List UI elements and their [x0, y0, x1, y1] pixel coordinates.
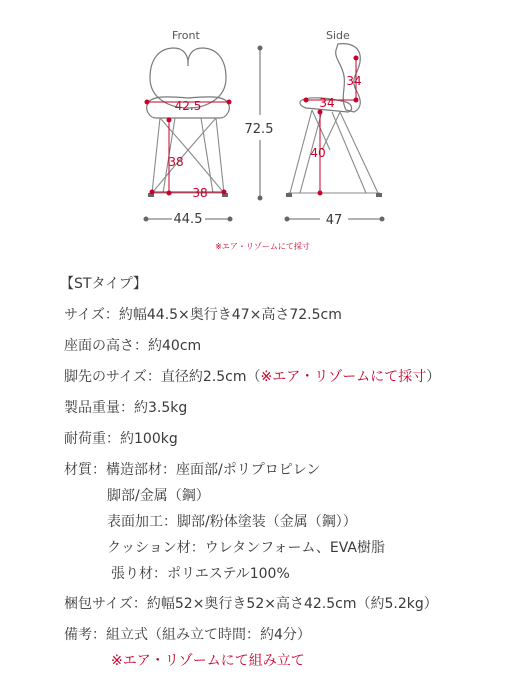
front-base-width-label: 38 — [192, 186, 208, 200]
spec-material-2: 脚部/金属（鋼） — [107, 488, 210, 504]
spec-remark-1: 備考：組立式（組み立て時間：約4分） — [64, 627, 311, 643]
spec-size: サイズ：約幅44.5×奥行き47×高さ72.5cm — [64, 307, 342, 323]
spec-foot-size — [64, 365, 514, 389]
spec-remark-2: ※エア・リゾームにて組み立て — [111, 653, 305, 669]
spec-material-4: クッション材：ウレタンフォーム、EVA樹脂 — [107, 540, 385, 556]
spec-package: 梱包サイズ：約幅52×奥行き52×高さ42.5cm（約5.2kg） — [64, 596, 438, 612]
spec-load: 耐荷重：約100kg — [64, 431, 178, 447]
side-seat-height-label: 40 — [310, 146, 326, 160]
front-view-label: Front — [172, 29, 200, 42]
spec-material-5: 張り材：ポリエステル100% — [111, 566, 290, 582]
spec-foot-size-main: 脚先のサイズ：直径約2.5cm（ — [64, 369, 261, 385]
side-back-height-label: 34 — [346, 74, 362, 88]
side-seat-depth-label: 34 — [319, 96, 335, 110]
front-leg-height-label: 38 — [168, 155, 184, 169]
spec-material-3: 表面加工：脚部/粉体塗装（金属（鋼）） — [107, 514, 357, 530]
spec-foot-size-note: ※エア・リゾームにて採寸 — [260, 369, 427, 385]
front-legs — [150, 118, 226, 193]
spec-seat-height: 座面の高さ：約40cm — [64, 338, 202, 354]
spec-foot-size-close: ） — [426, 369, 441, 385]
overall-height-label: 72.5 — [244, 122, 274, 137]
front-seat-width-label: 42.5 — [174, 99, 202, 113]
spec-title: 【STタイプ】 — [60, 276, 147, 292]
spec-list — [60, 272, 514, 673]
side-legs — [288, 110, 380, 193]
spec-material-1: 材質：構造部材：座面部/ポリプロピレン — [64, 462, 321, 478]
front-total-width-label: 44.5 — [173, 212, 203, 227]
measurement-note: ※エア・リゾームにて採寸 — [215, 242, 310, 251]
side-total-depth-label: 47 — [325, 213, 343, 228]
side-view-label: Side — [326, 29, 350, 42]
dimension-diagram — [0, 0, 525, 260]
spec-weight: 製品重量：約3.5kg — [64, 400, 188, 416]
chair-diagram-svg — [0, 0, 525, 260]
front-red-dims — [145, 100, 231, 195]
